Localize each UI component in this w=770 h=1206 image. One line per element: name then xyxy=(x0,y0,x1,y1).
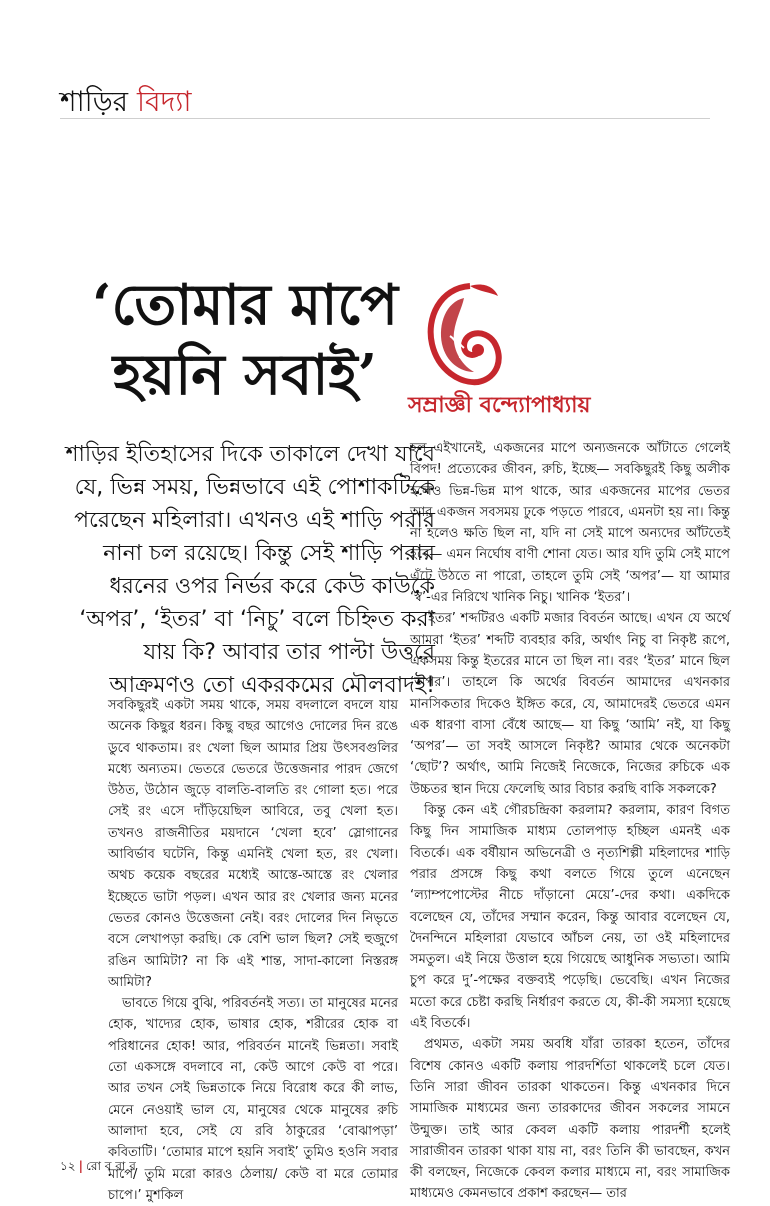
article-column-right xyxy=(410,438,730,1205)
paragraph: সবকিছুরই একটা সময় থাকে, সময় বদলালে বদলে যায় অনেক কিছুর ধরন। কিছু বছর আগেও দোলের দিন রঙে ডুবে থাকতাম। রং খেলা ছিল আমার প্রিয় উৎসবগুলির মধ্যে অন্যতম। ভেতরে ভেতরে উত্তেজনার পারদ জেগে উঠত, উঠোন জুড়ে বালতি-বালতি রং গোলা হত। পরে সেই রং এসে দাঁড়িয়েছিল আবিরে, তবু খেলা হত। তখনও রাজনীতির ময়দানে ‘খেলা হবে’ স্লোগানের আবির্ভাব ঘটেনি, কিন্তু এমনিই খেলা হত, রং খেলা। অথচ কয়েক বছরের মধ্যেই আস্তে-আস্তে রং খেলার ইচ্ছেতে ভাটা পড়ল। এখন আর রং খেলার জন্য মনের ভেতর কোনও উত্তেজনা নেই। বরং দোলের দিন নিভৃতে বসে লেখাপড়া করছি। কে বেশি ভাল ছিল? সেই হুজুগে রঙিন আমিটা? না কি এই শান্ত, সাদা-কালো নিস্তরঙ্গ আমিটা? xyxy=(108,698,398,990)
paisley-icon xyxy=(420,278,508,388)
paragraph: ‘ইতর’ শব্দটিরও একটি মজার বিবর্তন আছে। এখন যে অর্থে আমরা ‘ইতর’ শব্দটি ব্যবহার করি, অর্থাৎ নিচু বা নিকৃষ্ট রূপে, একসময় কিন্তু ইতরের মানে তা ছিল না। বরং ‘ইতর’ মানে ছিল ‘অপর’। তাহলে কি অর্থের বিবর্তন আমাদের এখনকার মানসিকতার দিকেও ইঙ্গিত করে, যে, আমাদেরই ভেতরে এমন এক ধারণা বাসা বেঁধে আছে— যা কিছু ‘আমি’ নই, যা কিছু ‘অপর’— তা সবই আসলে নিকৃষ্ট? আমার থেকে অনেকটা ‘ছোট’? অর্থাৎ, আমি নিজেই নিজেকে, নিজের রুচিকে এক উচ্চতর স্থান দিয়ে ফেলেছি আর বিচার করছি বাকি সকলকে? xyxy=(410,611,730,797)
page-number: ১২ xyxy=(60,1159,76,1173)
magazine-name: রো ব বা র xyxy=(85,1159,136,1173)
section-label xyxy=(60,80,192,127)
paragraph: ভাবতে গিয়ে বুঝি, পরিবর্তনই সত্য। তা মানুষের মনের হোক, খাদ্যের হোক, ভাষার হোক, শরীরের হোক বা পরিধানের হোক! আর, পরিবর্তন মানেই ভিন্নতা। সবাই তো একসঙ্গে বদলাবে না, কেউ আগে কেউ বা পরে। আর তখন সেই ভিন্নতাকে নিয়ে বিরোধ করে কী লাভ, মেনে নেওয়াই ভাল যে, মানুষের থেকে মানুষের রুচি আলাদা হবে, সেই যে রবি ঠাকুরের ‘বোঝাপড়া’ কবিতাটি। ‘তোমার মাপে হয়নি সবাই’ তুমিও হওনি সবার মাপে/ তুমি মরো কারও ঠেলায়/ কেউ বা মরে তোমার চাপে।’ মুশকিল xyxy=(108,996,398,1203)
article-column-left xyxy=(108,695,398,1206)
section-label-part2: বিদ্যা xyxy=(137,85,192,118)
paragraph: প্রথমত, একটা সময় অবধি যাঁরা তারকা হতেন, তাঁদের বিশেষ কোনও একটি কলায় পারদর্শিতা থাকলেই চলে যেত। তিনি সারা জীবন তারকা থাকতেন। কিন্তু এখনকার দিনে সামাজিক মাধ্যমের জন্য তারকাদের জীবন সকলের সামনে উন্মুক্ত। তাই আর কেবল একটি কলায় পারদর্শী হলেই সারাজীবন তারকা থাকা যায় না, বরং তিনি কী ভাবছেন, কখন কী বলছেন, নিজেকে কেবল কলার মাধ্যমে না, বরং সামাজিক মাধ্যমেও কেমনভাবে প্রকাশ করছেন— তার xyxy=(410,1037,730,1202)
author-name: সম্রাজ্ঞী বন্দ্যোপাধ্যায় xyxy=(408,393,591,418)
page-footer xyxy=(60,1158,136,1178)
paragraph: কিন্তু কেন এই গৌরচন্দ্রিকা করলাম? করলাম, কারণ বিগত কিছু দিন সামাজিক মাধ্যম তোলপাড় হচ্ছিল এমনই এক বিতর্কে। এক বর্ষীয়ান অভিনেত্রী ও নৃত্যশিল্পী মহিলাদের শাড়ি পরার প্রসঙ্গে কিছু কথা বলতে গিয়ে তুলে এনেছেন ‘ল্যাম্পপোস্টের নীচে দাঁড়ানো মেয়ে’-দের কথা। একদিকে বলেছেন যে, তাঁদের সম্মান করেন, কিন্তু আবার বলেছেন যে, দৈনন্দিনে মহিলারা যেভাবে আঁচল নেয়, তা ওই মহিলাদের সমতুল। এই নিয়ে উত্তাল হয়ে গিয়েছে আধুনিক সভ্যতা। আমি চুপ করে দু’-পক্ষের বক্তব্যই পড়েছি। ভেবেছি। এখন নিজের মতো করে চেষ্টা করছি নির্ধারণ করতে যে, কী-কী সমস্যা হয়েছে এই বিতর্কে। xyxy=(410,803,730,1032)
section-label-part1: শাড়ির xyxy=(60,85,129,118)
headline: ‘তোমার মাপে হয়নি সবাই’ xyxy=(92,272,398,408)
header-rule xyxy=(60,118,710,119)
intro-text: শাড়ির ইতিহাসের দিকে তাকালে দেখা যাবে যে, ভিন্ন সময়, ভিন্নভাবে এই পোশাকটিকে পরেছেন মহিলারা। এখনও এই শাড়ি পরার নানা চল রয়েছে। কিন্তু সেই শাড়ি পরার ধরনের ওপর নির্ভর করে কেউ কাউকে ‘অপর’, ‘ইতর’ বা ‘নিচু’ বলে চিহ্নিত করা যায় কি? আবার তার পাল্টা উত্তরে আক্রমণও তো একরকমের মৌলবাদই! xyxy=(65,442,435,698)
footer-separator: | xyxy=(78,1159,83,1173)
paragraph: হল এইখানেই, একজনের মাপে অন্যজনকে আঁটাতে গেলেই বিপদ! প্রত্যেকের জীবন, রুচি, ইচ্ছে— সবকিছুরই কিছু অলীক হলেও ভিন্ন-ভিন্ন মাপ থাকে, আর একজনের মাপের ভেতর আর একজন সবসময় ঢুকে পড়তে পারবে, এমনটা হয় না। কিন্তু না হলেও ক্ষতি ছিল না, যদি না সেই মাপে অন্যদের আঁটতেই হবে— এমন নির্ঘোষ বাণী শোনা যেত। আর যদি তুমি সেই মাপে এঁটে উঠতে না পারো, তাহলে তুমি সেই ‘অপর’— যা আমার ‘স্ব’-এর নিরিখে খানিক নিচু। খানিক ‘ইতর’। xyxy=(410,441,730,606)
